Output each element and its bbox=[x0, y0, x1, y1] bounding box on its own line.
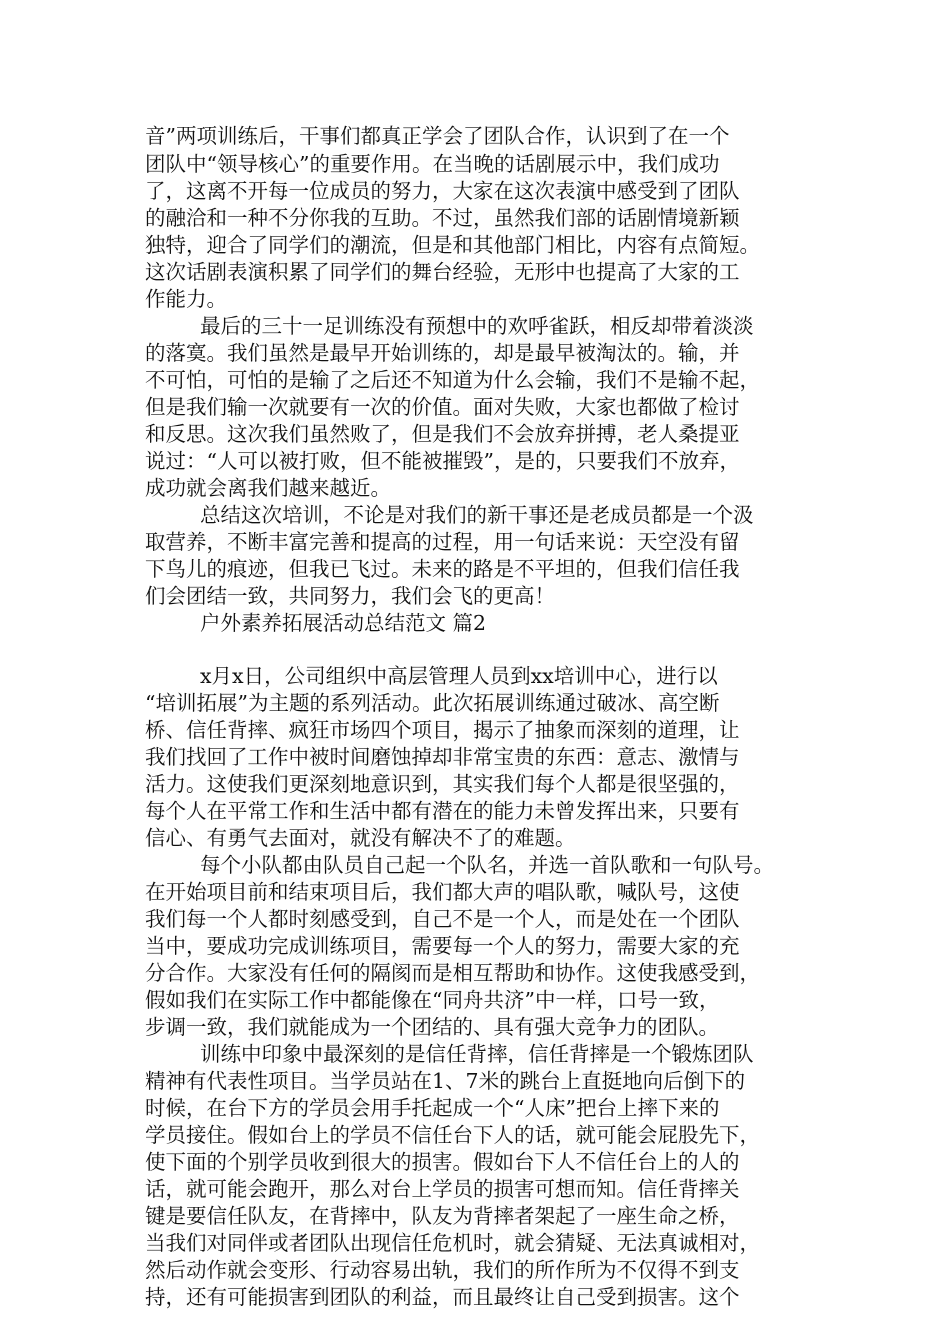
paragraph-line: 每个人在平常工作和生活中都有潜在的能力未曾发挥出来，只要有 bbox=[145, 799, 740, 823]
paragraph-line: 独特，迎合了同学们的潮流，但是和其他部门相比，内容有点简短。 bbox=[145, 233, 760, 257]
paragraph-line: 活力。这使我们更深刻地意识到，其实我们每个人都是很坚强的， bbox=[145, 772, 740, 796]
paragraph-line: 这次话剧表演积累了同学们的舞台经验，无形中也提高了大家的工 bbox=[145, 260, 740, 284]
paragraph-line: 我们每一个人都时刻感受到，自己不是一个人，而是处在一个团队 bbox=[145, 907, 740, 931]
paragraph-line: 和反思。这次我们虽然败了，但是我们不会放弃拼搏，老人桑提亚 bbox=[145, 422, 740, 446]
paragraph-line: 分合作。大家没有任何的隔阂而是相互帮助和协作。这使我感受到， bbox=[145, 961, 760, 985]
paragraph-line: 的落寞。我们虽然是最早开始训练的，却是最早被淘汰的。输，并 bbox=[145, 341, 740, 365]
paragraph-line: 精神有代表性项目。当学员站在1、7米的跳台上直挺地向后倒下的 bbox=[145, 1069, 746, 1093]
paragraph-line: 当中，要成功完成训练项目，需要每一个人的努力，需要大家的充 bbox=[145, 934, 740, 958]
paragraph-line: 不可怕，可怕的是输了之后还不知道为什么会输，我们不是输不起， bbox=[145, 368, 760, 392]
paragraph-line: 作能力。 bbox=[145, 287, 227, 311]
paragraph-line: 下鸟儿的痕迹，但我已飞过。未来的路是不平坦的，但我们信任我 bbox=[145, 557, 740, 581]
paragraph-line: 时候，在台下方的学员会用手托起成一个“人床”把台上摔下来的 bbox=[145, 1096, 720, 1120]
paragraph-line: 键是要信任队友，在背摔中，队友为背摔者架起了一座生命之桥， bbox=[145, 1204, 740, 1228]
paragraph-line: 学员接住。假如台上的学员不信任台下人的话，就可能会屁股先下， bbox=[145, 1123, 760, 1147]
paragraph-line: 使下面的个别学员收到很大的损害。假如台下人不信任台上的人的 bbox=[145, 1150, 740, 1174]
paragraph-line: “培训拓展”为主题的系列活动。此次拓展训练通过破冰、高空断 bbox=[145, 691, 720, 715]
paragraph-line: 步调一致，我们就能成为一个团结的、具有强大竞争力的团队。 bbox=[145, 1015, 719, 1039]
paragraph-line: 但是我们输一次就要有一次的价值。面对失败，大家也都做了检讨 bbox=[145, 395, 740, 419]
paragraph-line: 然后动作就会变形、行动容易出轨，我们的所作所为不仅得不到支 bbox=[145, 1258, 740, 1282]
paragraph-line: 持，还有可能损害到团队的利益，而且最终让自己受到损害。这个 bbox=[145, 1285, 740, 1309]
paragraph-first-line: 每个小队都由队员自己起一个队名，并选一首队歌和一句队号。 bbox=[200, 853, 774, 877]
paragraph-line: 话，就可能会跑开，那么对台上学员的损害可想而知。信任背摔关 bbox=[145, 1177, 740, 1201]
paragraph-line: 们会团结一致，共同努力，我们会飞的更高！ bbox=[145, 584, 555, 608]
paragraph-first-line: 总结这次培训，不论是对我们的新干事还是老成员都是一个汲 bbox=[200, 503, 754, 527]
paragraph-first-line: 最后的三十一足训练没有预想中的欢呼雀跃，相反却带着淡淡 bbox=[200, 314, 754, 338]
paragraph-line: 成功就会离我们越来越近。 bbox=[145, 476, 391, 500]
paragraph-line: 假如我们在实际工作中都能像在“同舟共济”中一样，口号一致， bbox=[145, 988, 720, 1012]
paragraph-line: 当我们对同伴或者团队出现信任危机时，就会猜疑、无法真诚相对， bbox=[145, 1231, 760, 1255]
paragraph-line: 音”两项训练后，干事们都真正学会了团队合作，认识到了在一个 bbox=[145, 124, 730, 148]
paragraph-line: 了，这离不开每一位成员的努力，大家在这次表演中感受到了团队 bbox=[145, 179, 740, 203]
paragraph-line: 说过：“人可以被打败，但不能被摧毁”，是的，只要我们不放弃， bbox=[145, 449, 740, 473]
paragraph-line: 的融洽和一种不分你我的互助。不过，虽然我们部的话剧情境新颖 bbox=[145, 206, 740, 230]
paragraph-first-line: 训练中印象中最深刻的是信任背摔，信任背摔是一个锻炼团队 bbox=[200, 1042, 754, 1066]
paragraph-first-line: x月x日，公司组织中高层管理人员到xx培训中心，进行以 bbox=[200, 664, 718, 688]
paragraph-line: 桥、信任背摔、疯狂市场四个项目，揭示了抽象而深刻的道理，让 bbox=[145, 718, 740, 742]
paragraph-line: 在开始项目前和结束项目后，我们都大声的唱队歌，喊队号，这使 bbox=[145, 880, 740, 904]
paragraph-line: 信心、有勇气去面对，就没有解决不了的难题。 bbox=[145, 826, 576, 850]
paragraph-line: 我们找回了工作中被时间磨蚀掉却非常宝贵的东西：意志、激情与 bbox=[145, 745, 740, 769]
paragraph-line: 团队中“领导核心”的重要作用。在当晚的话剧展示中，我们成功 bbox=[145, 152, 720, 176]
section-heading: 户外素养拓展活动总结范文 篇2 bbox=[200, 611, 487, 635]
paragraph-line: 取营养，不断丰富完善和提高的过程，用一句话来说：天空没有留 bbox=[145, 530, 740, 554]
